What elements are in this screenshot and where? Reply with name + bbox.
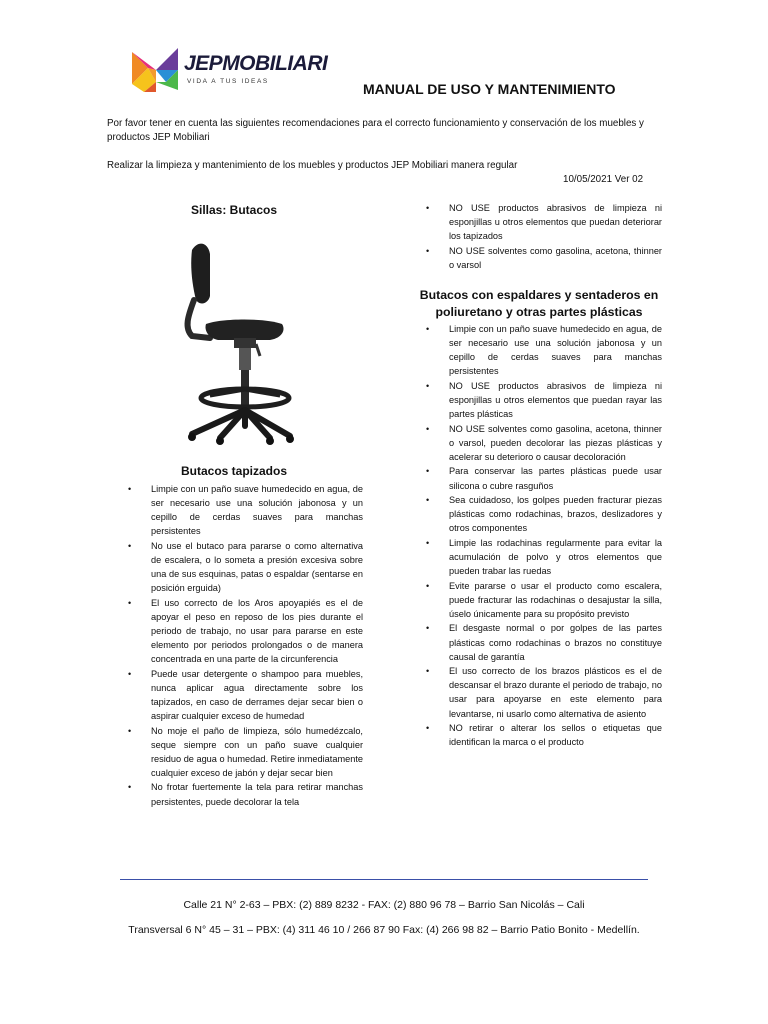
- intro-line: Realizar la limpieza y mantenimiento de los muebles y productos JEP Mobiliari manera regular: [107, 160, 518, 171]
- bullet-icon: •: [128, 597, 132, 608]
- lab-stool-image: [170, 220, 300, 455]
- list-item-text: No moje el paño de limpieza, sólo humedézcalo, seque siempre con un paño suave cualquier residuo de agua o humedad. Retire inmediatamente cualquier exceso de jabón y dejar secar bien: [151, 725, 363, 778]
- list-item: [426, 493, 662, 535]
- list-item-text: Sea cuidadoso, los golpes pueden fracturar piezas plásticas como rodachinas, brazos, deslizadores y otros componentes: [449, 495, 662, 534]
- document-title: MANUAL DE USO Y MANTENIMIENTO: [363, 81, 616, 97]
- list-item: [426, 201, 662, 243]
- list-item-text: NO USE solventes como gasolina, acetona, thinner o varsol: [449, 245, 662, 270]
- list-item-text: Puede usar detergente o shampoo para muebles, nunca aplicar agua directamente sobre los tapizados, en caso de derrames dejar secar bien o aspirar cualquier exceso de humedad: [151, 668, 363, 721]
- list-item-text: Limpie con un paño suave humedecido en agua, de ser necesario use una solución jabonosa y un cepillo de cerdas suaves para manchas persistentes: [449, 324, 662, 377]
- list-item-text: Limpie con un paño suave humedecido en agua, de ser necesario use una solución jabonosa y un cepillo de cerdas suaves para manchas persistentes: [151, 484, 363, 537]
- list-item: [426, 379, 662, 421]
- left-bullet-list: [128, 482, 363, 809]
- bullet-icon: •: [128, 668, 132, 679]
- section-title: Sillas: Butacos: [190, 203, 278, 217]
- bullet-icon: •: [426, 495, 430, 506]
- bullet-icon: •: [426, 537, 430, 548]
- list-item-text: Evite pararse o usar el producto como escalera, puede fracturar las rodachinas o desajustar la silla, úselo únicamente para su propósito previsto: [449, 580, 662, 619]
- list-item-text: NO USE solventes como gasolina, acetona, thinner o varsol, pueden decolorar las piezas plásticas y acelerar su deterioro o causar decoloración: [449, 423, 662, 462]
- list-item: [426, 322, 662, 378]
- footer-divider: [120, 879, 648, 880]
- list-item: [128, 596, 363, 666]
- list-item-text: NO USE productos abrasivos de limpieza ni esponjillas u otros elementos que puedan rayar las partes plásticas: [449, 380, 662, 420]
- footer-address-medellin: Transversal 6 N° 45 – 31 – PBX: (4) 311 46 10 / 266 87 90 Fax: (4) 266 98 82 – Barrio Patio Bonito - Medellín.: [128, 924, 640, 936]
- bullet-icon: •: [426, 466, 430, 477]
- bullet-icon: •: [426, 623, 430, 634]
- bullet-icon: •: [128, 725, 132, 736]
- list-item: [426, 621, 662, 663]
- left-subtitle: Butacos tapizados: [180, 464, 288, 478]
- list-item: [426, 422, 662, 464]
- bullet-icon: •: [426, 203, 430, 213]
- list-item: [426, 579, 662, 621]
- bullet-icon: •: [426, 723, 430, 734]
- logo-mark-icon: [132, 46, 180, 94]
- list-item: [128, 780, 363, 808]
- company-logo: [132, 46, 332, 96]
- list-item-text: Para conservar las partes plásticas puede usar silicona o cubre rasguños: [449, 466, 662, 491]
- list-item: [128, 667, 363, 723]
- brand-name: JEPMOBILIARI: [184, 52, 328, 75]
- right-bullet-list: [426, 322, 662, 750]
- intro-paragraph: Por favor tener en cuenta las siguientes recomendaciones para el correcto funcionamiento y conservación de los muebles y productos JEP Mobiliari: [107, 118, 644, 143]
- list-item-text: No use el butaco para pararse o como alternativa de escalera, o lo someta a presión excesiva sobre una de sus esquinas, patas o espaldar (sentarse en posición erguida): [151, 540, 363, 594]
- bullet-icon: •: [426, 423, 430, 434]
- list-item-text: NO retirar o alterar los sellos o etiquetas que identifican la marca o el producto: [449, 723, 662, 748]
- bullet-icon: •: [426, 245, 430, 256]
- bullet-icon: •: [426, 324, 430, 334]
- bullet-icon: •: [426, 580, 430, 591]
- bullet-icon: •: [426, 380, 430, 391]
- right-top-bullet-list: [426, 201, 662, 272]
- list-item: [426, 536, 662, 578]
- list-item: [128, 724, 363, 780]
- right-subtitle: Butacos con espaldares y sentaderos en poliuretano y otras partes plásticas: [419, 288, 659, 319]
- list-item-text: El desgaste normal o por golpes de las partes plásticas como rodachinas o brazos no constituye causal de garantía: [449, 623, 662, 662]
- bullet-icon: •: [128, 484, 132, 494]
- bullet-icon: •: [128, 540, 132, 551]
- list-item-text: NO USE productos abrasivos de limpieza ni esponjillas u otros elementos que puedan deteriorar los tapizados: [449, 203, 662, 242]
- list-item: [128, 539, 363, 595]
- list-item-text: El uso correcto de los Aros apoyapiés es el de apoyar el peso en reposo de los pies durante el periodo de trabajo, no usar para pararse en este elemento por periodos prolongados o de manera concentrada en una parte de la circunferencia: [151, 597, 363, 665]
- document-date-version: 10/05/2021 Ver 02: [563, 174, 644, 185]
- bullet-icon: •: [426, 666, 430, 677]
- list-item-text: No frotar fuertemente la tela para retirar manchas persistentes, puede decolorar la tela: [151, 782, 363, 807]
- list-item: [426, 721, 662, 749]
- footer-address-cali: Calle 21 N° 2-63 – PBX: (2) 889 8232 - FAX: (2) 880 96 78 – Barrio San Nicolás – Cali: [183, 899, 585, 911]
- list-item: [426, 664, 662, 720]
- list-item-text: Limpie las rodachinas regularmente para evitar la acumulación de polvo y otros elementos que pueden trabar las ruedas: [449, 537, 662, 577]
- list-item-text: El uso correcto de los brazos plásticos es el de descansar el brazo durante el periodo de trabajo, no usar para apoyarse en este elemento para levantarse, ni usarlo como alternativa de asiento: [449, 666, 662, 719]
- list-item: [128, 482, 363, 538]
- list-item: [426, 244, 662, 272]
- brand-tagline: VIDA A TUS IDEAS: [187, 78, 269, 85]
- bullet-icon: •: [128, 782, 132, 793]
- list-item: [426, 464, 662, 492]
